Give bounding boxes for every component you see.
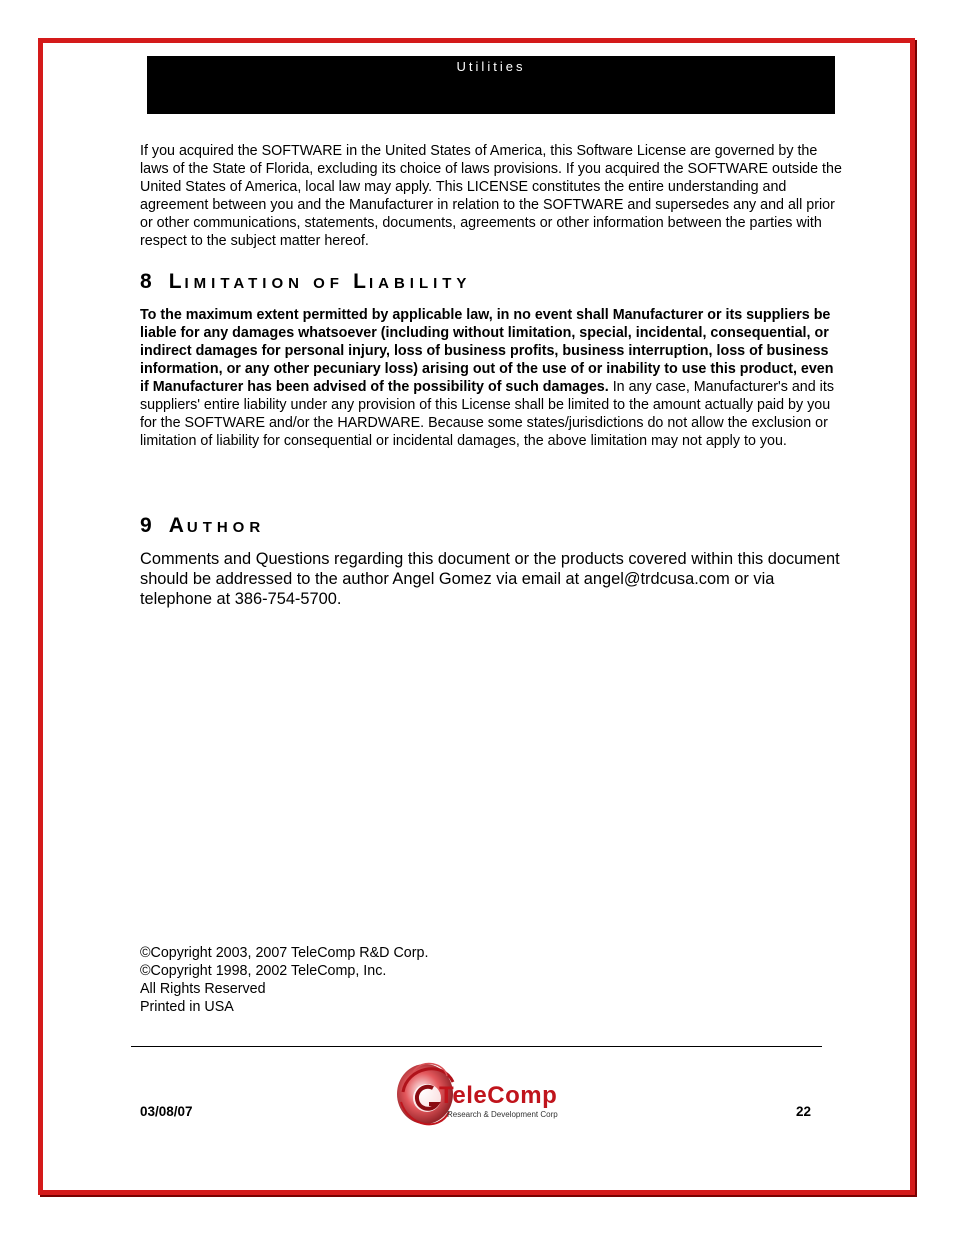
liability-normal-text: In any case, Manufacturer's and its suppliers' entire liability under any provision of this License shall be limited to the amount actually paid by you for the SOFTWARE and/or the HARDWARE. Because some states/jurisdictions do not allow the exclusion or limitation of liability for consequential or incidental damages, the above limitation may not apply to you.: [140, 379, 834, 449]
section-8-heading: [140, 270, 471, 294]
section-8-number: 8: [140, 270, 155, 293]
copyright-line: ©Copyright 1998, 2002 TeleComp, Inc.: [140, 963, 387, 979]
section-9-title-cap: A: [168, 514, 187, 537]
author-paragraph: Comments and Questions regarding this document or the products covered within this document should be addressed to the author Angel Gomez via email at angel@trdcusa.com or via telephone at 386-754-5700.: [140, 550, 840, 608]
section-8-title-cap2: L: [353, 270, 369, 293]
logo-wordmark: TeleComp: [439, 1082, 558, 1109]
footer-divider: [131, 1046, 822, 1047]
telecomp-logo: [393, 1052, 578, 1142]
section-8-title-rest1: IMITATION OF: [184, 275, 354, 292]
footer-date: 03/08/07: [140, 1104, 193, 1119]
header-title: Utilities: [456, 59, 526, 74]
printed-line: Printed in USA: [140, 999, 234, 1015]
governing-law-paragraph: If you acquired the SOFTWARE in the United States of America, this Software License are governed by the laws of the State of Florida, excluding its choice of laws provisions. If you acquired the SOFTWARE outside the United States of America, local law may apply. This LICENSE constitutes the entire understanding and agreement between you and the Manufacturer in relation to the SOFTWARE and supersedes any and all prior or other communications, statements, documents, agreements or other information between the parties with respect to the subject matter hereof.: [140, 143, 842, 249]
section-8-title-rest2: IABILITY: [368, 275, 472, 292]
liability-bold-text: To the maximum extent permitted by applicable law, in no event shall Manufacturer or its suppliers be liable for any damages whatsoever (including without limitation, special, incidental, consequential, or indirect damages for personal injury, loss of business profits, business interruption, loss of business information, or any other pecuniary loss) arising out of the use of or inability to use this product, even if Manufacturer has been advised of the possibility of such damages.: [140, 307, 834, 395]
liability-paragraph: [140, 306, 845, 450]
section-9-number: 9: [140, 514, 155, 537]
section-8-title-cap1: L: [168, 270, 185, 293]
rights-line: All Rights Reserved: [140, 981, 266, 997]
logo-subtitle: Research & Development Corp: [447, 1110, 558, 1119]
header-bar: [147, 56, 835, 114]
page-number: 22: [796, 1104, 812, 1119]
copyright-block: [140, 944, 428, 1016]
copyright-line: ©Copyright 2003, 2007 TeleComp R&D Corp.: [140, 945, 429, 961]
section-9-heading: [140, 514, 265, 538]
section-9-title-rest: UTHOR: [186, 519, 266, 536]
